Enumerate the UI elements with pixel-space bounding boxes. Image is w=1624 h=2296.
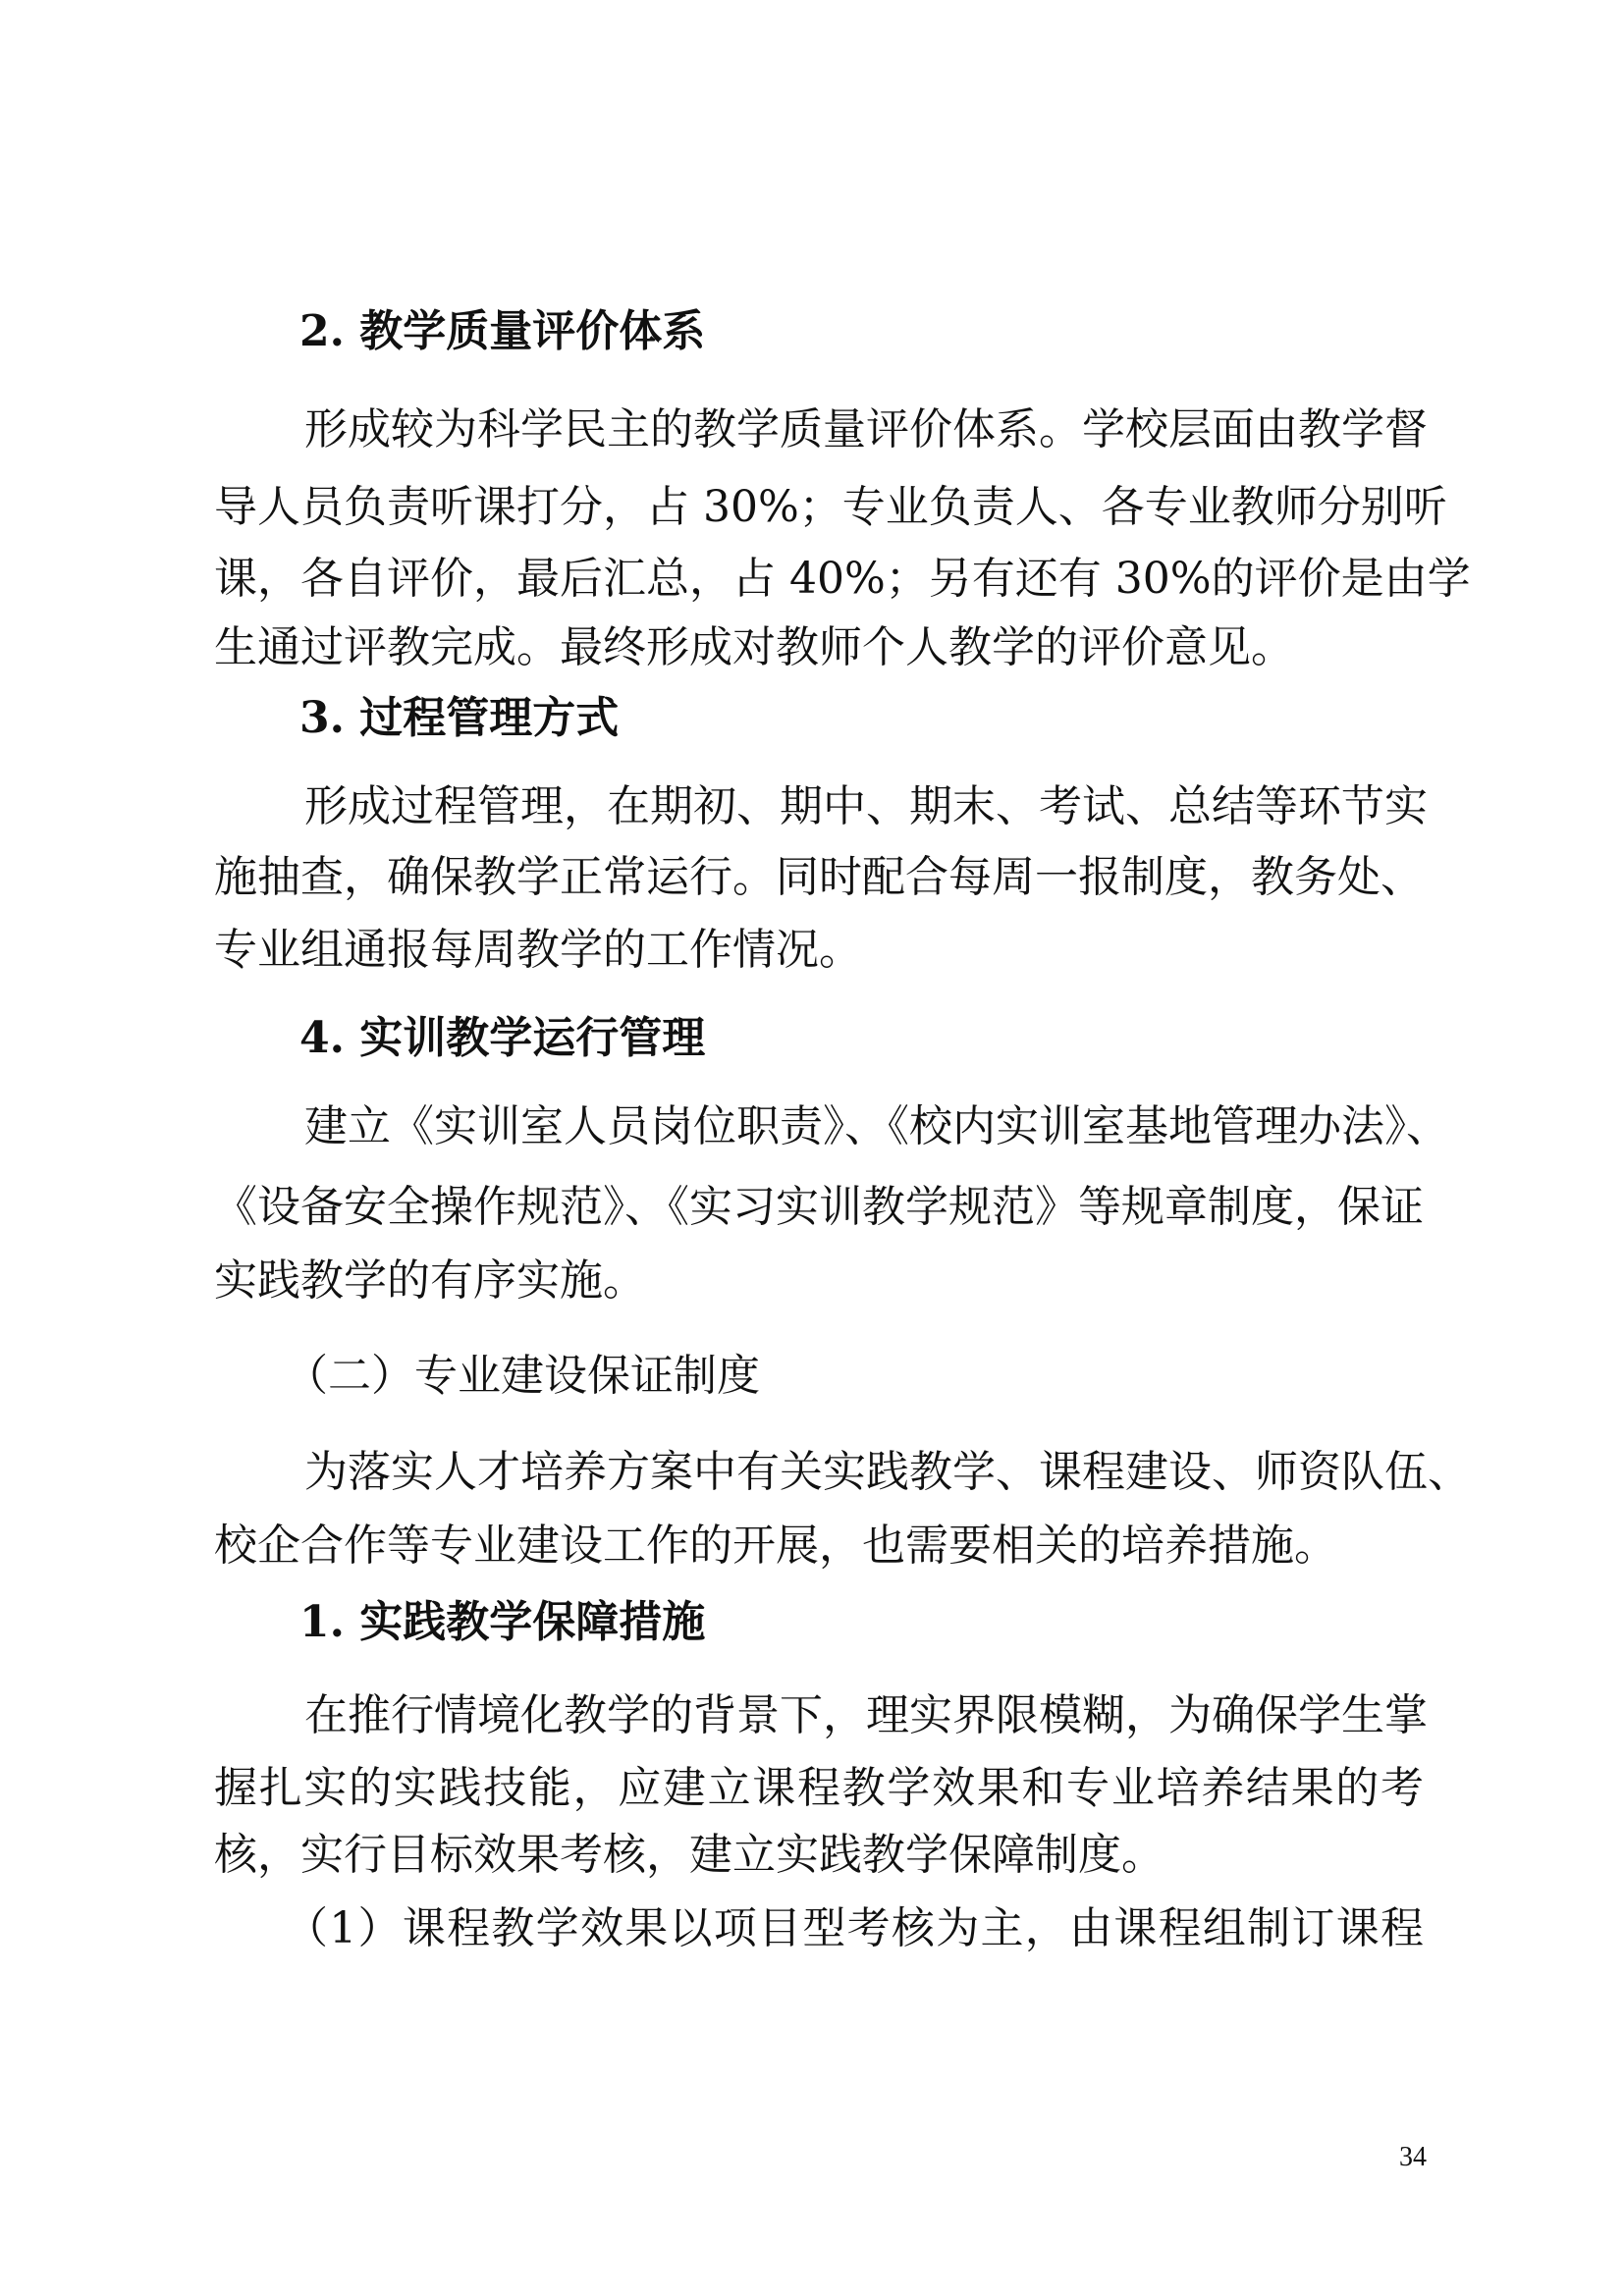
paragraph-line: 课，各自评价，最后汇总，占 40%；另有还有 30%的评价是由学 [214,554,1471,604]
paragraph-line: （1）课程教学效果以项目型考核为主，由课程组制订课程 [285,1903,1424,1953]
section-heading: 1. 实践教学保障措施 [299,1597,706,1647]
paragraph-line: 生通过评教完成。最终形成对教师个人教学的评价意见。 [214,622,1294,672]
paragraph-line: 导人员负责听课打分，占 30%；专业负责人、各专业教师分别听 [214,482,1447,532]
paragraph-line: 核，实行目标效果考核，建立实践教学保障制度。 [214,1830,1164,1880]
paragraph-line: 《设备安全操作规范》、《实习实训教学规范》等规章制度，保证 [214,1182,1424,1232]
paragraph-line: 在推行情境化教学的背景下，理实界限模糊，为确保学生掌 [304,1690,1428,1740]
page-number: 34 [1399,2142,1427,2172]
section-heading: 2. 教学质量评价体系 [299,306,706,356]
paragraph-line: 施抽查，确保教学正常运行。同时配合每周一报制度，教务处、 [214,852,1424,902]
paragraph-line: 形成过程管理，在期初、期中、期末、考试、总结等环节实 [304,781,1428,831]
paragraph-line: 专业组通报每周教学的工作情况。 [214,925,862,975]
paragraph-line: 建立《实训室人员岗位职责》、《校内实训室基地管理办法》、 [304,1101,1449,1151]
paragraph-line: 校企合作等专业建设工作的开展，也需要相关的培养措施。 [214,1521,1337,1571]
paragraph-line: 握扎实的实践技能，应建立课程教学效果和专业培养结果的考 [214,1763,1424,1813]
paragraph-line: 为落实人才培养方案中有关实践教学、课程建设、师资队伍、 [304,1447,1471,1497]
section-heading: 4. 实训教学运行管理 [299,1013,706,1063]
section-heading: 3. 过程管理方式 [299,693,620,743]
paragraph-line: 形成较为科学民主的教学质量评价体系。学校层面由教学督 [304,404,1428,454]
subsection-heading: （二）专业建设保证制度 [285,1351,760,1401]
paragraph-line: 实践教学的有序实施。 [214,1255,646,1306]
